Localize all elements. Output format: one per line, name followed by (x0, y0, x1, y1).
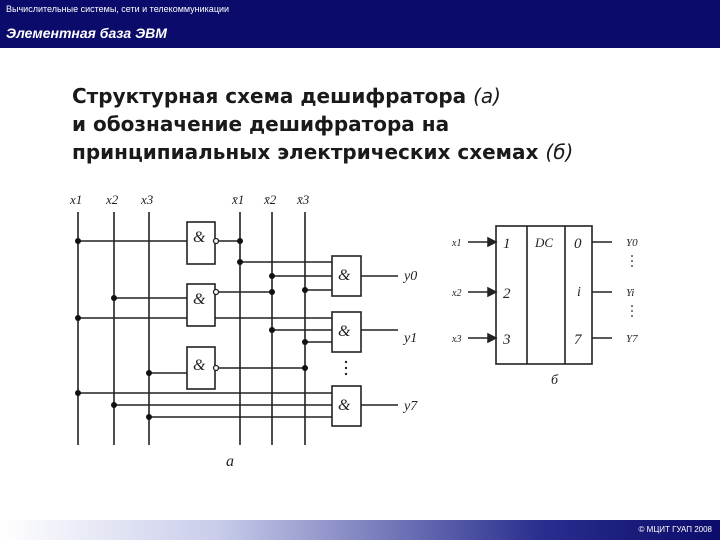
and-gate-y0 (332, 256, 361, 296)
label-nx1: x̄1 (232, 192, 245, 207)
title-line-1: Структурная схема дешифратора (а) (72, 84, 501, 108)
svg-text:&: & (338, 267, 351, 284)
index-out-7: 7 (574, 332, 582, 348)
label-x1: x1 (70, 192, 83, 207)
label-x3: x3 (141, 192, 154, 207)
label-x2: x2 (106, 192, 119, 207)
label-y1: y1 (404, 331, 418, 346)
ellipsis-a (345, 361, 347, 375)
caption-a: а (226, 453, 234, 470)
section-title: Элементная база ЭВМ (6, 25, 167, 41)
footer-bar (0, 520, 720, 540)
dc-label: DC (535, 235, 554, 250)
inverter-x1 (187, 222, 215, 264)
copyright-text: © МЦИТ ГУАП 2008 (638, 525, 712, 534)
index-in-3: 3 (503, 332, 511, 348)
label-b-x2: x2 (452, 288, 462, 299)
and-gate-y7 (332, 386, 361, 426)
ellipsis-b (631, 255, 633, 317)
label-nx3: x̄3 (297, 192, 310, 207)
index-out-0: 0 (574, 236, 582, 252)
and-gate-y1 (332, 312, 361, 352)
course-title: Вычислительные системы, сети и телекоммуникации (6, 4, 230, 14)
label-b-x1: x1 (452, 238, 462, 249)
inverter-x3 (187, 347, 215, 389)
index-out-i: i (577, 285, 581, 300)
svg-text:&: & (193, 229, 206, 246)
label-nx2: x̄2 (264, 192, 277, 207)
svg-text:&: & (338, 323, 351, 340)
svg-text:&: & (193, 291, 206, 308)
label-b-x3: x3 (452, 334, 462, 345)
inverter-x2 (187, 284, 215, 326)
title-line-2: и обозначение дешифратора на (72, 112, 450, 136)
svg-text:&: & (193, 357, 206, 374)
caption-b: б (551, 373, 559, 388)
title-line-3: принципиальных электрических схемах (б) (72, 140, 574, 164)
label-Yi: Yi (626, 287, 635, 299)
label-Y7: Y7 (626, 333, 638, 345)
label-y7: y7 (404, 399, 418, 414)
label-Y0: Y0 (626, 237, 638, 249)
index-in-2: 2 (503, 286, 511, 302)
index-in-1: 1 (503, 236, 511, 252)
svg-text:&: & (338, 397, 351, 414)
label-y0: y0 (404, 269, 418, 284)
